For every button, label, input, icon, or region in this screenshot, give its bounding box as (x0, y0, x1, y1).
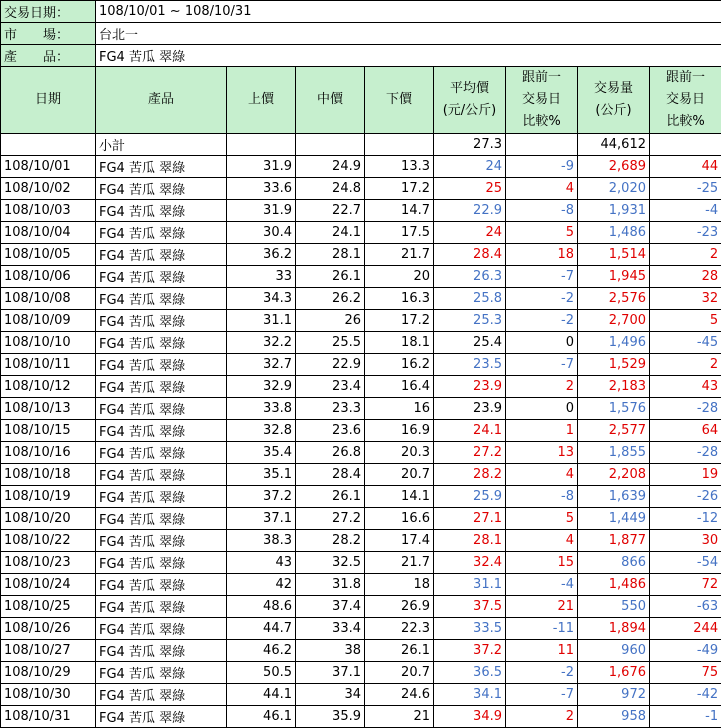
cell-mid: 23.3 (296, 398, 365, 420)
cell-avg: 23.9 (434, 398, 506, 420)
cell-vol: 2,689 (578, 156, 650, 178)
cell-high: 31.9 (227, 156, 296, 178)
cell-product: FG4 苦瓜 翠綠 (96, 288, 227, 310)
cell-avg-chg: -11 (506, 618, 578, 640)
cell-avg: 25 (434, 178, 506, 200)
cell-product: FG4 苦瓜 翠綠 (96, 266, 227, 288)
cell-avg-chg: 0 (506, 332, 578, 354)
cell-avg: 34.1 (434, 684, 506, 706)
table-row (1, 310, 721, 332)
cell-vol-chg: -63 (650, 596, 721, 618)
cell-vol-chg: -49 (650, 640, 721, 662)
cell-high: 43 (227, 552, 296, 574)
cell-avg-chg: -7 (506, 266, 578, 288)
cell-vol: 1,529 (578, 354, 650, 376)
table-row (1, 354, 721, 376)
cell-vol-chg: 43 (650, 376, 721, 398)
table-row (1, 552, 721, 574)
cell-avg: 24.1 (434, 420, 506, 442)
cell-product: FG4 苦瓜 翠綠 (96, 420, 227, 442)
table-row (1, 442, 721, 464)
cell-product: FG4 苦瓜 翠綠 (96, 552, 227, 574)
cell-date: 108/10/08 (1, 288, 96, 310)
cell-mid: 28.4 (296, 464, 365, 486)
cell-avg: 28.1 (434, 530, 506, 552)
cell-vol: 1,496 (578, 332, 650, 354)
cell-mid: 23.4 (296, 376, 365, 398)
table-row (1, 464, 721, 486)
cell-vol-chg: -42 (650, 684, 721, 706)
cell-date: 108/10/13 (1, 398, 96, 420)
cell-high: 35.1 (227, 464, 296, 486)
header-mid: 中價 (296, 67, 365, 134)
cell-vol: 550 (578, 596, 650, 618)
cell-product: FG4 苦瓜 翠綠 (96, 178, 227, 200)
cell-avg-chg: -9 (506, 156, 578, 178)
cell-avg-chg: -2 (506, 310, 578, 332)
cell-avg-chg: 18 (506, 244, 578, 266)
subtotal-empty-mid (296, 134, 365, 156)
subtotal-avg: 27.3 (434, 134, 506, 156)
cell-vol: 1,449 (578, 508, 650, 530)
cell-low: 17.2 (365, 310, 434, 332)
cell-high: 33.8 (227, 398, 296, 420)
cell-product: FG4 苦瓜 翠綠 (96, 508, 227, 530)
cell-avg-chg: 5 (506, 222, 578, 244)
cell-high: 32.9 (227, 376, 296, 398)
cell-date: 108/10/04 (1, 222, 96, 244)
cell-mid: 26.8 (296, 442, 365, 464)
cell-date: 108/10/30 (1, 684, 96, 706)
cell-mid: 34 (296, 684, 365, 706)
cell-product: FG4 苦瓜 翠綠 (96, 706, 227, 728)
cell-vol-chg: 19 (650, 464, 721, 486)
cell-avg-chg: 4 (506, 178, 578, 200)
cell-vol-chg: 30 (650, 530, 721, 552)
cell-avg: 27.1 (434, 508, 506, 530)
cell-vol-chg: -28 (650, 442, 721, 464)
cell-high: 32.2 (227, 332, 296, 354)
date-range-row (1, 1, 721, 23)
cell-mid: 31.8 (296, 574, 365, 596)
subtotal-empty-avg-chg (506, 134, 578, 156)
market-label: 市 場： (1, 23, 96, 45)
table-row (1, 684, 721, 706)
header-high: 上價 (227, 67, 296, 134)
cell-avg: 26.3 (434, 266, 506, 288)
cell-avg: 24 (434, 156, 506, 178)
cell-avg: 33.5 (434, 618, 506, 640)
cell-vol: 972 (578, 684, 650, 706)
cell-product: FG4 苦瓜 翠綠 (96, 200, 227, 222)
cell-high: 48.6 (227, 596, 296, 618)
column-header-row (1, 67, 721, 134)
table-row (1, 398, 721, 420)
cell-date: 108/10/20 (1, 508, 96, 530)
cell-avg-chg: 5 (506, 508, 578, 530)
cell-mid: 24.1 (296, 222, 365, 244)
cell-product: FG4 苦瓜 翠綠 (96, 684, 227, 706)
table-row (1, 508, 721, 530)
cell-vol: 866 (578, 552, 650, 574)
cell-high: 33.6 (227, 178, 296, 200)
cell-mid: 26.1 (296, 266, 365, 288)
cell-vol-chg: 28 (650, 266, 721, 288)
cell-avg: 28.2 (434, 464, 506, 486)
cell-vol-chg: -54 (650, 552, 721, 574)
cell-product: FG4 苦瓜 翠綠 (96, 222, 227, 244)
cell-avg: 25.9 (434, 486, 506, 508)
cell-mid: 37.4 (296, 596, 365, 618)
cell-avg-chg: 4 (506, 464, 578, 486)
cell-low: 14.1 (365, 486, 434, 508)
cell-avg: 36.5 (434, 662, 506, 684)
cell-date: 108/10/26 (1, 618, 96, 640)
cell-high: 46.2 (227, 640, 296, 662)
table-row (1, 200, 721, 222)
cell-avg: 25.3 (434, 310, 506, 332)
cell-avg-chg: -4 (506, 574, 578, 596)
cell-vol: 2,208 (578, 464, 650, 486)
date-range-value: 108/10/01 ~ 108/10/31 (96, 1, 721, 23)
cell-avg-chg: 2 (506, 376, 578, 398)
cell-vol-chg: 32 (650, 288, 721, 310)
cell-avg: 27.2 (434, 442, 506, 464)
cell-mid: 26.2 (296, 288, 365, 310)
cell-vol-chg: 2 (650, 354, 721, 376)
cell-avg-chg: -2 (506, 662, 578, 684)
cell-avg-chg: -8 (506, 486, 578, 508)
cell-low: 21.7 (365, 552, 434, 574)
cell-vol: 2,576 (578, 288, 650, 310)
cell-date: 108/10/29 (1, 662, 96, 684)
table-row (1, 596, 721, 618)
table-row (1, 486, 721, 508)
cell-vol: 958 (578, 706, 650, 728)
table-row (1, 420, 721, 442)
cell-product: FG4 苦瓜 翠綠 (96, 486, 227, 508)
cell-date: 108/10/05 (1, 244, 96, 266)
cell-vol-chg: 64 (650, 420, 721, 442)
cell-date: 108/10/19 (1, 486, 96, 508)
cell-product: FG4 苦瓜 翠綠 (96, 596, 227, 618)
subtotal-volume: 44,612 (578, 134, 650, 156)
cell-date: 108/10/03 (1, 200, 96, 222)
cell-product: FG4 苦瓜 翠綠 (96, 398, 227, 420)
cell-date: 108/10/15 (1, 420, 96, 442)
cell-high: 32.7 (227, 354, 296, 376)
cell-low: 16.3 (365, 288, 434, 310)
cell-vol: 2,183 (578, 376, 650, 398)
cell-avg: 23.9 (434, 376, 506, 398)
cell-low: 20.7 (365, 662, 434, 684)
cell-date: 108/10/09 (1, 310, 96, 332)
cell-avg: 32.4 (434, 552, 506, 574)
cell-vol-chg: -1 (650, 706, 721, 728)
cell-high: 38.3 (227, 530, 296, 552)
cell-date: 108/10/10 (1, 332, 96, 354)
cell-avg: 34.9 (434, 706, 506, 728)
table-row (1, 530, 721, 552)
cell-low: 21.7 (365, 244, 434, 266)
cell-low: 20 (365, 266, 434, 288)
cell-vol-chg: -25 (650, 178, 721, 200)
cell-avg-chg: 2 (506, 706, 578, 728)
cell-vol-chg: -28 (650, 398, 721, 420)
header-volume: 交易量 (公斤) (578, 67, 650, 134)
cell-avg: 24 (434, 222, 506, 244)
header-low: 下價 (365, 67, 434, 134)
cell-date: 108/10/02 (1, 178, 96, 200)
header-product: 產品 (96, 67, 227, 134)
cell-avg: 37.5 (434, 596, 506, 618)
cell-mid: 23.6 (296, 420, 365, 442)
cell-product: FG4 苦瓜 翠綠 (96, 376, 227, 398)
cell-product: FG4 苦瓜 翠綠 (96, 662, 227, 684)
cell-vol-chg: 2 (650, 244, 721, 266)
cell-vol: 1,486 (578, 574, 650, 596)
cell-avg: 25.4 (434, 332, 506, 354)
cell-mid: 24.8 (296, 178, 365, 200)
table-row (1, 266, 721, 288)
cell-low: 22.3 (365, 618, 434, 640)
cell-avg-chg: -8 (506, 200, 578, 222)
subtotal-row (1, 134, 721, 156)
cell-mid: 35.9 (296, 706, 365, 728)
cell-avg-chg: 21 (506, 596, 578, 618)
cell-low: 26.9 (365, 596, 434, 618)
cell-mid: 28.1 (296, 244, 365, 266)
cell-avg-chg: -2 (506, 288, 578, 310)
cell-high: 46.1 (227, 706, 296, 728)
cell-avg-chg: -7 (506, 684, 578, 706)
cell-low: 17.2 (365, 178, 434, 200)
subtotal-label: 小計 (96, 134, 227, 156)
cell-vol-chg: -45 (650, 332, 721, 354)
cell-date: 108/10/31 (1, 706, 96, 728)
cell-low: 13.3 (365, 156, 434, 178)
header-volume-chg: 跟前一 交易日 比較% (650, 67, 721, 134)
cell-high: 32.8 (227, 420, 296, 442)
cell-avg-chg: 0 (506, 398, 578, 420)
table-row (1, 618, 721, 640)
cell-low: 16 (365, 398, 434, 420)
cell-mid: 32.5 (296, 552, 365, 574)
cell-mid: 25.5 (296, 332, 365, 354)
cell-mid: 22.9 (296, 354, 365, 376)
cell-product: FG4 苦瓜 翠綠 (96, 244, 227, 266)
cell-mid: 24.9 (296, 156, 365, 178)
product-row (1, 45, 721, 67)
cell-high: 31.1 (227, 310, 296, 332)
cell-vol: 1,639 (578, 486, 650, 508)
table-row (1, 706, 721, 728)
cell-avg: 25.8 (434, 288, 506, 310)
cell-vol-chg: -23 (650, 222, 721, 244)
table-row (1, 244, 721, 266)
subtotal-empty-low (365, 134, 434, 156)
cell-date: 108/10/16 (1, 442, 96, 464)
cell-vol-chg: -26 (650, 486, 721, 508)
table-row (1, 376, 721, 398)
cell-avg-chg: 13 (506, 442, 578, 464)
cell-product: FG4 苦瓜 翠綠 (96, 354, 227, 376)
cell-product: FG4 苦瓜 翠綠 (96, 640, 227, 662)
cell-date: 108/10/11 (1, 354, 96, 376)
cell-avg-chg: 15 (506, 552, 578, 574)
cell-high: 31.9 (227, 200, 296, 222)
cell-vol: 1,931 (578, 200, 650, 222)
table-row (1, 640, 721, 662)
cell-vol: 1,877 (578, 530, 650, 552)
cell-high: 35.4 (227, 442, 296, 464)
cell-vol-chg: 72 (650, 574, 721, 596)
cell-vol: 1,676 (578, 662, 650, 684)
table-row (1, 662, 721, 684)
cell-high: 33 (227, 266, 296, 288)
cell-vol: 1,855 (578, 442, 650, 464)
cell-high: 34.3 (227, 288, 296, 310)
subtotal-empty-high (227, 134, 296, 156)
cell-mid: 37.1 (296, 662, 365, 684)
header-date: 日期 (1, 67, 96, 134)
table-row (1, 288, 721, 310)
cell-vol: 960 (578, 640, 650, 662)
market-row (1, 23, 721, 45)
cell-high: 37.1 (227, 508, 296, 530)
cell-mid: 26 (296, 310, 365, 332)
date-range-label: 交易日期： (1, 1, 96, 23)
cell-vol: 2,577 (578, 420, 650, 442)
cell-high: 44.1 (227, 684, 296, 706)
cell-vol: 2,700 (578, 310, 650, 332)
cell-mid: 22.7 (296, 200, 365, 222)
table-row (1, 222, 721, 244)
cell-vol: 1,945 (578, 266, 650, 288)
cell-vol: 1,514 (578, 244, 650, 266)
cell-high: 50.5 (227, 662, 296, 684)
cell-low: 18.1 (365, 332, 434, 354)
cell-low: 26.1 (365, 640, 434, 662)
cell-high: 44.7 (227, 618, 296, 640)
subtotal-empty-vol-chg (650, 134, 721, 156)
cell-low: 16.2 (365, 354, 434, 376)
cell-vol-chg: -4 (650, 200, 721, 222)
cell-low: 18 (365, 574, 434, 596)
cell-date: 108/10/18 (1, 464, 96, 486)
cell-avg: 31.1 (434, 574, 506, 596)
cell-high: 37.2 (227, 486, 296, 508)
cell-avg: 37.2 (434, 640, 506, 662)
cell-vol: 1,486 (578, 222, 650, 244)
cell-vol-chg: 5 (650, 310, 721, 332)
cell-vol-chg: 244 (650, 618, 721, 640)
cell-vol: 2,020 (578, 178, 650, 200)
cell-high: 30.4 (227, 222, 296, 244)
header-avg-chg: 跟前一 交易日 比較% (506, 67, 578, 134)
subtotal-blank (1, 134, 96, 156)
cell-avg: 22.9 (434, 200, 506, 222)
product-value: FG4 苦瓜 翠綠 (96, 45, 721, 67)
cell-low: 16.9 (365, 420, 434, 442)
table-row (1, 156, 721, 178)
cell-avg-chg: 4 (506, 530, 578, 552)
cell-date: 108/10/23 (1, 552, 96, 574)
table-row (1, 332, 721, 354)
cell-high: 36.2 (227, 244, 296, 266)
cell-date: 108/10/25 (1, 596, 96, 618)
cell-date: 108/10/06 (1, 266, 96, 288)
cell-low: 17.4 (365, 530, 434, 552)
cell-vol-chg: 44 (650, 156, 721, 178)
cell-high: 42 (227, 574, 296, 596)
cell-avg-chg: 1 (506, 420, 578, 442)
cell-product: FG4 苦瓜 翠綠 (96, 310, 227, 332)
cell-low: 17.5 (365, 222, 434, 244)
cell-product: FG4 苦瓜 翠綠 (96, 332, 227, 354)
cell-low: 20.7 (365, 464, 434, 486)
cell-date: 108/10/27 (1, 640, 96, 662)
cell-avg: 28.4 (434, 244, 506, 266)
cell-product: FG4 苦瓜 翠綠 (96, 618, 227, 640)
cell-low: 16.6 (365, 508, 434, 530)
cell-avg: 23.5 (434, 354, 506, 376)
cell-low: 21 (365, 706, 434, 728)
cell-vol: 1,894 (578, 618, 650, 640)
cell-low: 16.4 (365, 376, 434, 398)
cell-mid: 28.2 (296, 530, 365, 552)
cell-date: 108/10/12 (1, 376, 96, 398)
cell-product: FG4 苦瓜 翠綠 (96, 574, 227, 596)
cell-product: FG4 苦瓜 翠綠 (96, 530, 227, 552)
product-label: 產 品： (1, 45, 96, 67)
cell-low: 14.7 (365, 200, 434, 222)
cell-product: FG4 苦瓜 翠綠 (96, 464, 227, 486)
cell-mid: 33.4 (296, 618, 365, 640)
table-row (1, 178, 721, 200)
cell-vol: 1,576 (578, 398, 650, 420)
header-avg: 平均價 (元/公斤) (434, 67, 506, 134)
cell-date: 108/10/24 (1, 574, 96, 596)
market-value: 台北一 (96, 23, 721, 45)
cell-vol-chg: -12 (650, 508, 721, 530)
cell-mid: 26.1 (296, 486, 365, 508)
table-row (1, 574, 721, 596)
cell-mid: 27.2 (296, 508, 365, 530)
cell-low: 20.3 (365, 442, 434, 464)
cell-product: FG4 苦瓜 翠綠 (96, 156, 227, 178)
cell-date: 108/10/01 (1, 156, 96, 178)
cell-vol-chg: 75 (650, 662, 721, 684)
cell-date: 108/10/22 (1, 530, 96, 552)
cell-mid: 38 (296, 640, 365, 662)
cell-avg-chg: -7 (506, 354, 578, 376)
cell-low: 24.6 (365, 684, 434, 706)
cell-avg-chg: 11 (506, 640, 578, 662)
cell-product: FG4 苦瓜 翠綠 (96, 442, 227, 464)
